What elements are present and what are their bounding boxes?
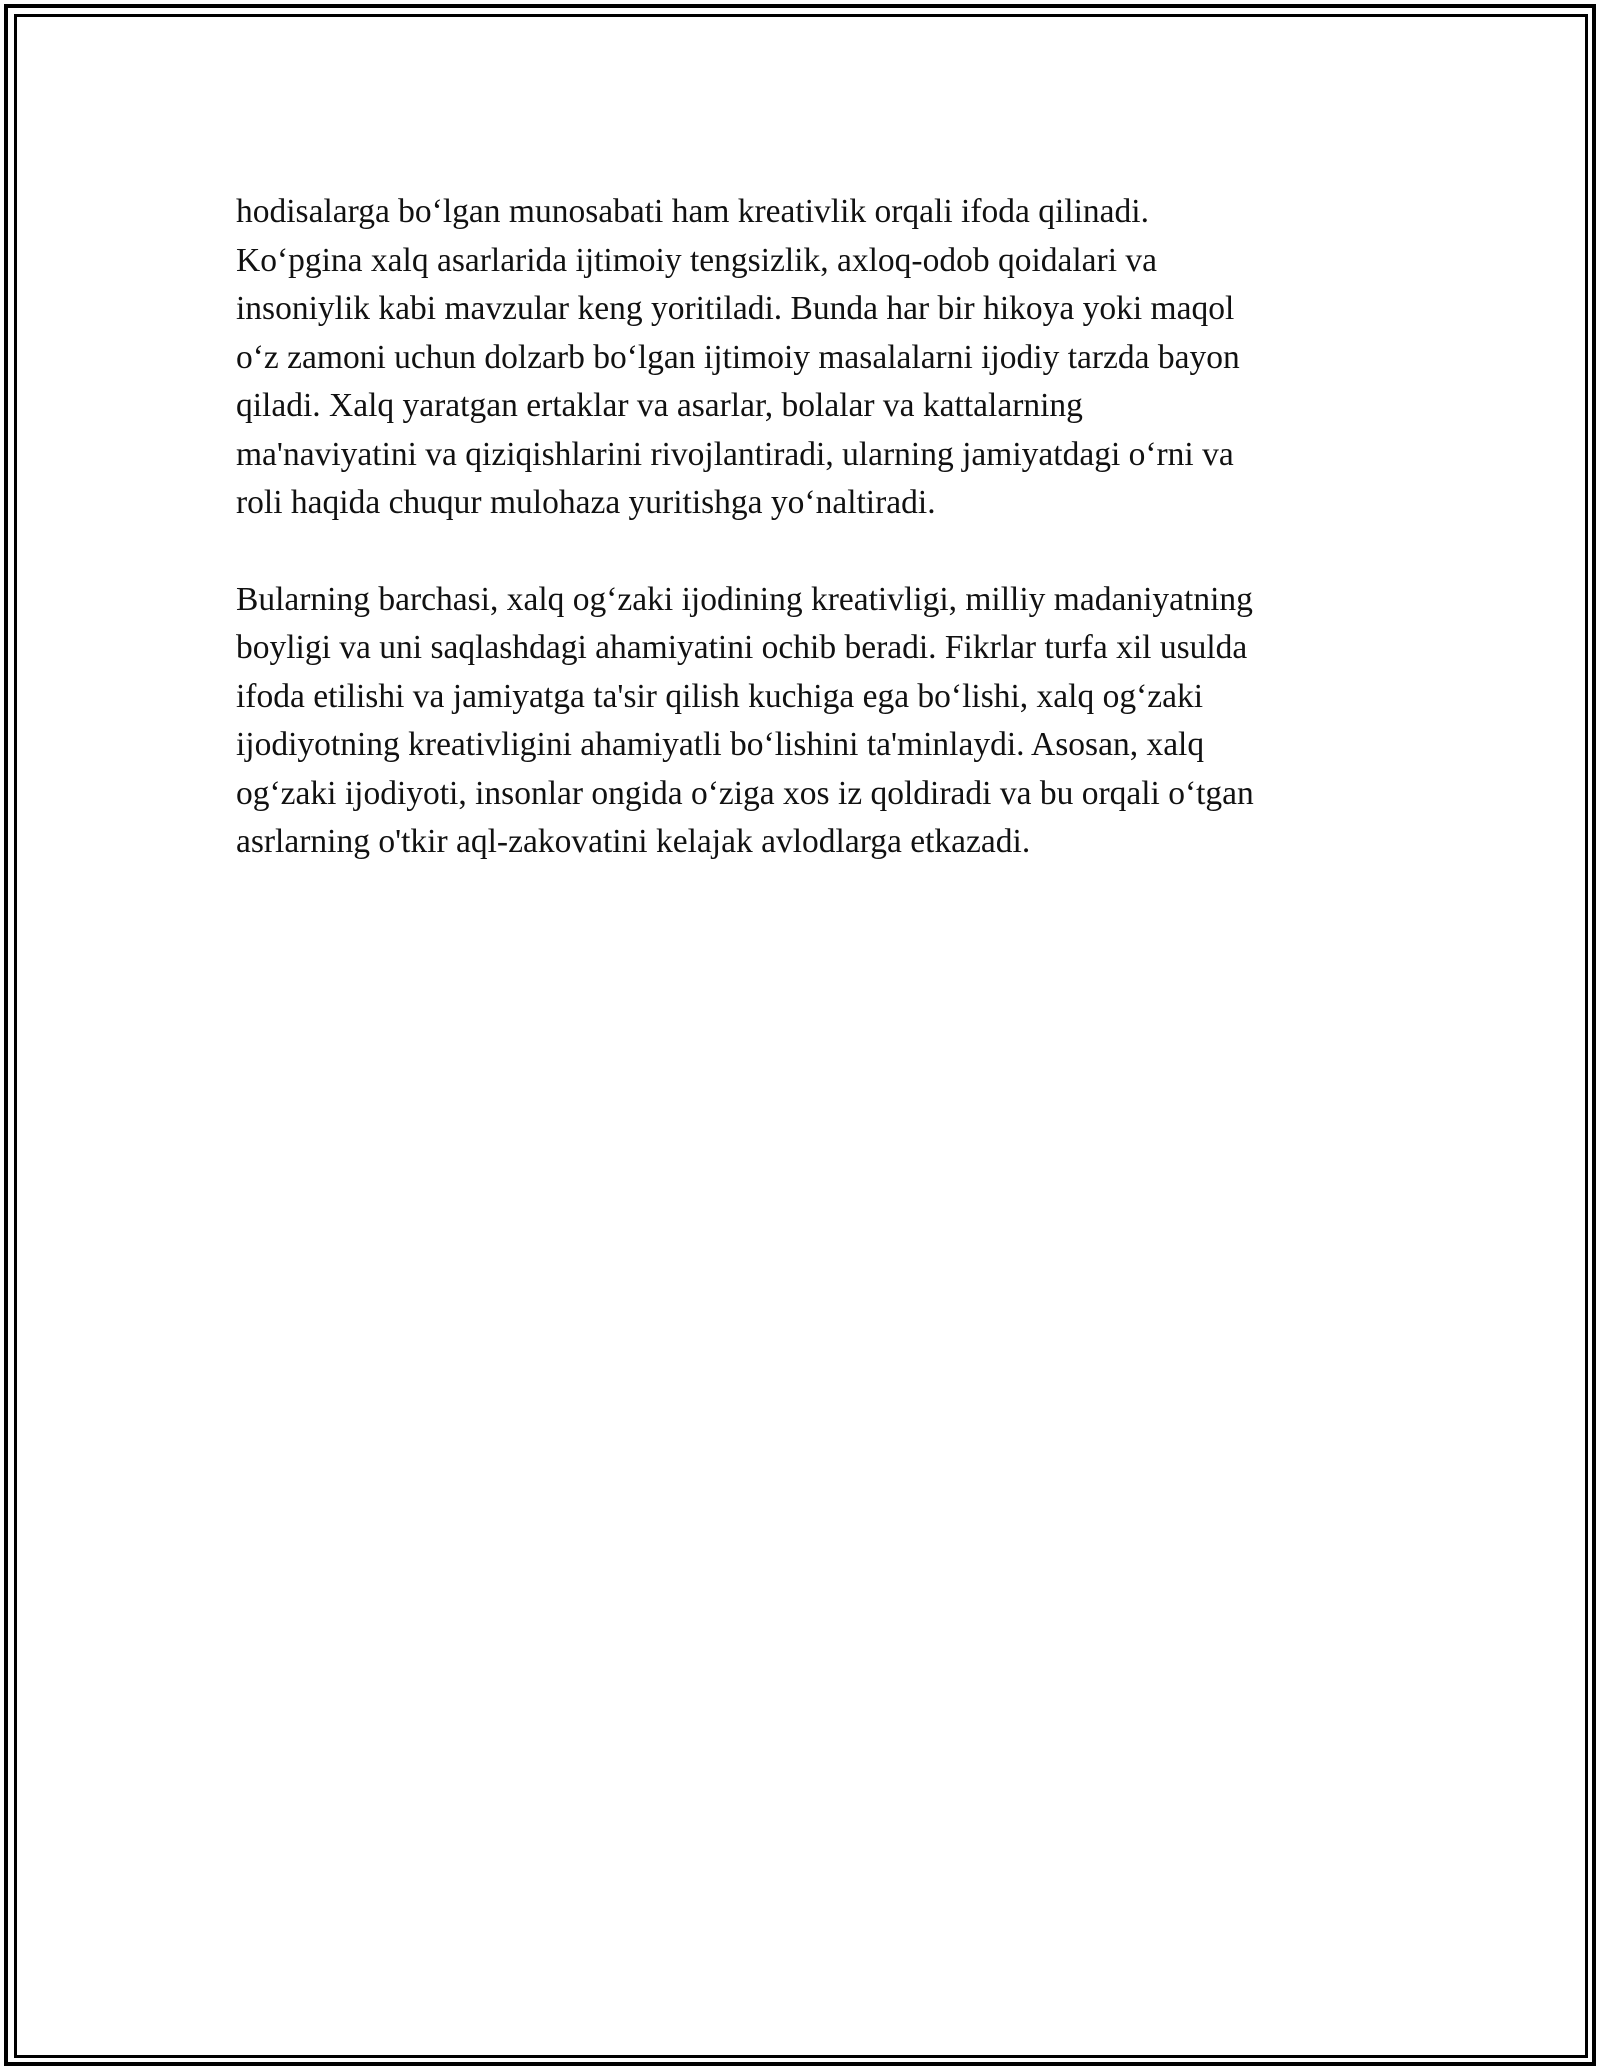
text-line: qiladi. Xalq yaratgan ertaklar va asarlar, bolalar va kattalarning [236,387,1083,424]
text-line: ifoda etilishi va jamiyatga ta'sir qilish kuchiga ega bo‘lishi, xalq og‘zaki [236,677,1204,715]
text-line: Bularning barchasi, xalq og‘zaki ijodining kreativligi, milliy madaniyatning [236,580,1253,618]
text-line: ijodiyotning kreativligini ahamiyatli bo‘lishini ta'minlaydi. Asosan, xalq [236,726,1205,763]
text-line: ma'naviyatini va qiziqishlarini rivojlantiradi, ularning jamiyatdagi o‘rni va [236,435,1234,473]
text-line: boyligi va uni saqlashdagi ahamiyatini ochib beradi. Fikrlar turfa xil usulda [236,629,1248,666]
paragraph-2 [236,576,1366,867]
text-line: o‘z zamoni uchun dolzarb bo‘lgan ijtimoiy masalalarni ijodiy tarzda bayon [236,338,1240,376]
text-line: Ko‘pgina xalq asarlarida ijtimoiy tengsizlik, axloq-odob qoidalari va [236,241,1158,279]
page-content [236,188,1366,867]
text-line: asrlarning o'tkir aql-zakovatini kelajak avlodlarga etkazadi. [236,823,1031,860]
text-line: og‘zaki ijodiyoti, insonlar ongida o‘ziga xos iz qoldiradi va bu orqali o‘tgan [236,774,1254,812]
text-line: insoniylik kabi mavzular keng yoritiladi. Bunda har bir hikoya yoki maqol [236,290,1235,327]
text-line: hodisalarga bo‘lgan munosabati ham kreativlik orqali ifoda qilinadi. [236,193,1149,230]
paragraph-spacer [236,528,1366,576]
text-line: roli haqida chuqur mulohaza yuritishga yo‘naltiradi. [236,484,936,521]
paragraph-1 [236,188,1366,528]
